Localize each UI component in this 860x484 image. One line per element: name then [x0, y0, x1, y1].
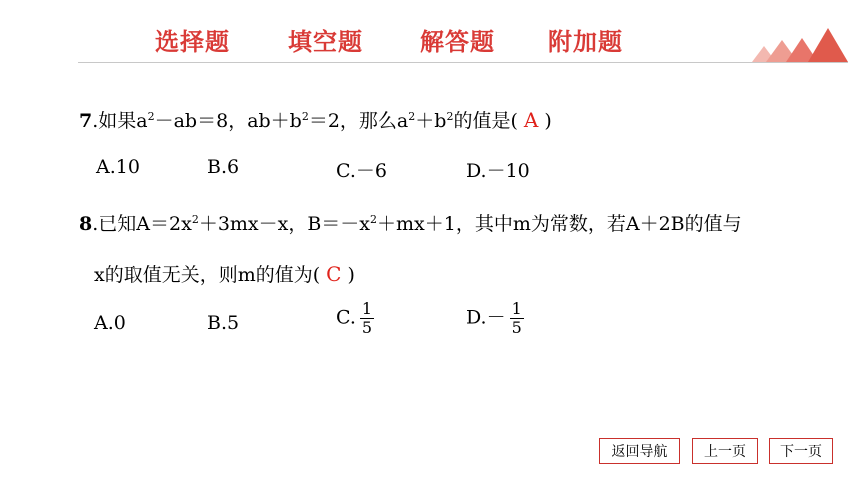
question-number: 7	[79, 110, 93, 132]
answer-text: C	[326, 262, 342, 286]
question-number: 8	[79, 213, 93, 235]
fraction: $\frac{1}{5}$	[511, 299, 522, 337]
option-c: C.－6	[336, 160, 387, 182]
option-b: B.5	[207, 312, 240, 334]
answer-text: A	[523, 108, 539, 132]
question-8-line2: x的取值无关，则m的值为( C )	[94, 262, 355, 286]
prev-page-button[interactable]: 上一页	[692, 438, 758, 464]
option-b: B.6	[207, 156, 240, 178]
option-d: D.－ $\frac{1}{5}$	[466, 299, 522, 337]
triangle-decoration-icon	[752, 24, 852, 64]
tab-additional[interactable]: 附加题	[548, 28, 623, 56]
question-7: 7.如果$a^2-ab=8$，$ab+b^2=2$，那么$a^2+b^2$的值是( A )	[79, 108, 552, 132]
fraction: $\frac{1}{5}$	[361, 299, 373, 337]
tab-answer-questions[interactable]: 解答题	[420, 28, 495, 56]
option-d: D.－10	[466, 160, 530, 182]
header-divider	[78, 62, 848, 63]
question-8: 8.已知$A=2x^2+3mx-x$，$B=-x^2+mx+1$，其中m为常数，若A＋2B的值与	[79, 213, 742, 235]
back-to-nav-button[interactable]: 返回导航	[599, 438, 680, 464]
option-a: A.10	[96, 156, 140, 178]
next-page-button[interactable]: 下一页	[769, 438, 833, 464]
tab-bar	[0, 22, 860, 58]
option-c: C. $\frac{1}{5}$	[336, 299, 373, 337]
tab-fill-blank[interactable]: 填空题	[288, 28, 363, 56]
option-a: A.0	[94, 312, 126, 334]
tab-multiple-choice[interactable]: 选择题	[155, 28, 230, 56]
